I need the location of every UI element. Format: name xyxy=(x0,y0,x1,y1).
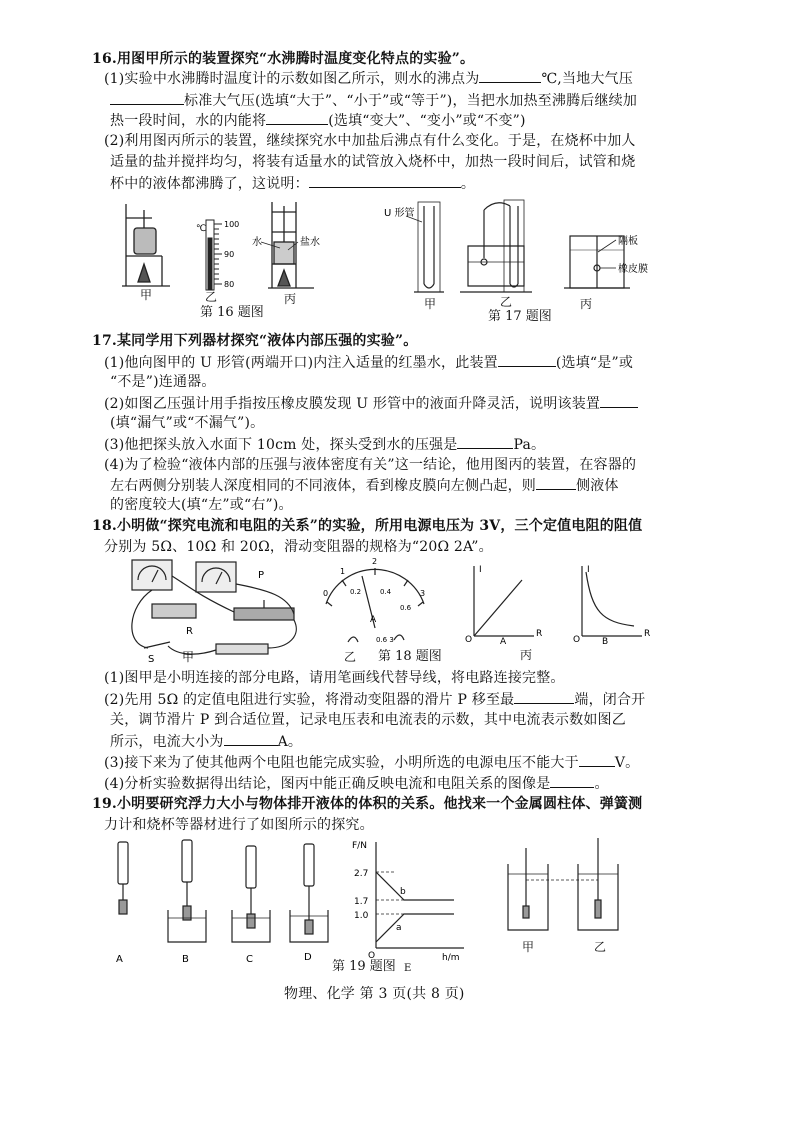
q16-part2-line1: (2)利用图丙所示的装置，继续探究水中加盐后沸点有什么变化。于是，在烧杯中加人 xyxy=(104,133,636,149)
fig18-graph-b-o: O xyxy=(573,635,581,645)
q17-part4-text-b: 左右两侧分别装人深度相同的不同液体，看到橡皮膜向左侧凸起，则 xyxy=(110,478,536,494)
fig18-label-s: S xyxy=(148,654,155,664)
fig18-terminals: 0.6 3 xyxy=(376,636,394,644)
q18-part2-text-a: (2)先用 5Ω 的定值电阻进行实验，将滑动变阻器的滑片 P 移至最 xyxy=(104,692,515,708)
q18-slider-end-blank[interactable] xyxy=(514,689,574,704)
q16-stem: 16.用图甲所示的装置探究“水沸腾时温度变化特点的实验”。 xyxy=(92,51,475,67)
q18-part2-text-e: A。 xyxy=(277,734,303,750)
fig18-graph-b xyxy=(582,566,642,636)
q16-part2-text-b: 。 xyxy=(460,176,476,192)
fig16-scale-100: 100 xyxy=(224,220,240,229)
q18-part3-text-b: V。 xyxy=(614,755,640,771)
fig18-graph-a-o: O xyxy=(465,635,473,645)
fig19-value-10: 1.0 xyxy=(354,911,369,921)
fig18-label-p: P xyxy=(258,570,265,581)
figure-18 xyxy=(118,556,658,664)
fig18-graph-b-label: B xyxy=(602,637,609,647)
q18-part4-line xyxy=(104,773,609,794)
fig19-beaker-jia xyxy=(508,848,548,930)
fig18-label-bing: 丙 xyxy=(520,648,533,662)
fig19-origin: O xyxy=(368,951,376,961)
fig16-saltwater-label: 盐水 xyxy=(300,237,320,248)
fig18-dial-2: 2 xyxy=(372,557,378,566)
q16-conclusion-blank[interactable] xyxy=(309,173,461,188)
fig19-axis-f: F/N xyxy=(352,841,367,851)
q17-part3-text-b: Pa。 xyxy=(513,437,546,453)
fig18-label-jia: 甲 xyxy=(182,650,195,664)
q17-part3-line xyxy=(104,434,545,455)
q17-leak-blank[interactable] xyxy=(600,393,638,408)
fig19-scale-c xyxy=(232,846,270,942)
fig19-label-a: A xyxy=(116,954,123,965)
fig18-dial-1: 1 xyxy=(340,567,346,576)
q17-part3-text-a: (3)他把探头放入水面下 10cm 处，探头受到水的压强是 xyxy=(104,437,458,453)
fig17-membrane-label: 橡皮膜 xyxy=(618,264,648,275)
fig19-curve-a: a xyxy=(396,923,402,933)
fig16-scale-90: 90 xyxy=(224,250,235,259)
fig16-apparatus-jia xyxy=(122,204,170,286)
fig18-dial-3: 3 xyxy=(420,589,426,598)
fig19-graph-e xyxy=(376,842,464,948)
fig16-scale-80: 80 xyxy=(224,280,235,289)
q18-voltage-blank[interactable] xyxy=(579,752,615,767)
q17-part2-line2: (填“漏气”或“不漏气”)。 xyxy=(110,415,265,431)
fig18-graph-b-i: I xyxy=(587,565,590,575)
fig16-caption: 第 16 题图 xyxy=(200,305,264,320)
fig17-label-yi: 乙 xyxy=(500,295,513,309)
q16-part1-text-a: (1)实验中水沸腾时温度计的示数如图乙所示，则水的沸点为 xyxy=(104,71,480,87)
q16-part1-text-b: ℃,当地大气压 xyxy=(541,71,633,87)
q17-stem: 17.某同学用下列器材探究“液体内部压强的实验”。 xyxy=(92,333,418,349)
q16-part1-line2 xyxy=(110,90,637,111)
q18-stem-line1: 18.小明做“探究电流和电阻的关系”的实验，所用电源电压为 3V，三个定值电阻的阻值 xyxy=(92,518,643,534)
fig18-circuit-jia xyxy=(132,560,296,654)
fig18-dial-04: 0.4 xyxy=(380,588,392,596)
q18-graph-blank[interactable] xyxy=(550,773,594,788)
fig19-value-17: 1.7 xyxy=(354,897,369,907)
fig19-scale-a xyxy=(118,842,128,914)
fig19-scale-d xyxy=(290,844,328,942)
fig17-caption: 第 17 题图 xyxy=(488,309,552,324)
fig16-water-label: 水 xyxy=(252,237,262,248)
fig19-label-yi: 乙 xyxy=(594,940,607,954)
fig19-axis-h: h/m xyxy=(442,953,460,963)
q17-part4-line1: (4)为了检验“液体内部的压强与液体密度有关”这一结论，他用图丙的装置，在容器的 xyxy=(104,457,637,473)
fig18-dial-06: 0.6 xyxy=(400,604,412,612)
q16-part1-line3 xyxy=(110,110,526,131)
q18-part2-text-d: 所示，电流大小为 xyxy=(110,734,224,750)
fig18-graph-a xyxy=(474,566,534,636)
fig18-dial-02: 0.2 xyxy=(350,588,362,596)
figure-16 xyxy=(118,198,328,300)
fig19-curve-b: b xyxy=(400,887,406,897)
q17-connector-blank[interactable] xyxy=(498,352,556,367)
q16-part2-line3 xyxy=(110,173,475,194)
q18-current-blank[interactable] xyxy=(224,731,278,746)
fig19-value-27: 2.7 xyxy=(354,869,369,879)
q17-part2-line1 xyxy=(104,393,638,414)
q18-stem-line2: 分别为 5Ω、10Ω 和 20Ω，滑动变阻器的规格为“20Ω 2A”。 xyxy=(104,539,493,555)
fig19-label-d: D xyxy=(304,952,312,963)
fig18-dial-unit: A xyxy=(370,615,377,625)
fig18-caption: 第 18 题图 xyxy=(378,649,442,664)
q17-part4-line3: 的密度较大(填“左”或“右”)。 xyxy=(110,497,293,513)
q18-part3-text-a: (3)接下来为了使其他两个电阻也能完成实验，小明所选的电源电压不能大于 xyxy=(104,755,579,771)
q16-part1-text-d: 热一段时间，水的内能将 xyxy=(110,113,267,129)
q18-part2-line3 xyxy=(110,731,302,752)
q17-part4-text-c: 侧液体 xyxy=(576,478,619,494)
q16-part1-text-e: (选填“变大”、“变小”或“不变”) xyxy=(328,113,526,129)
q17-part1-text-a: (1)他向图甲的 U 形管(两端开口)内注入适量的红墨水，此装置 xyxy=(104,355,498,371)
fig17-label-jia: 甲 xyxy=(424,297,437,311)
q17-part1-line2: “不是”)连通器。 xyxy=(110,374,216,390)
fig16-unit: ℃ xyxy=(196,224,207,234)
page-footer: 物理、化学 第 3 页(共 8 页) xyxy=(284,986,465,1002)
fig17-gauge-yi xyxy=(460,200,532,292)
fig18-graph-a-label: A xyxy=(500,637,507,647)
fig17-label-bing: 丙 xyxy=(580,297,593,311)
q17-part4-line2 xyxy=(110,475,619,496)
q18-part2-line2: 关，调节滑片 P 到合适位置，记录电压表和电流表的示数，其中电流表示数如图乙 xyxy=(110,712,626,728)
fig18-graph-b-r: R xyxy=(644,629,651,639)
fig19-label-e: E xyxy=(404,963,412,974)
q16-boiling-point-blank[interactable] xyxy=(479,68,541,83)
fig18-label-yi: 乙 xyxy=(344,650,357,664)
q17-part1-line1 xyxy=(104,352,633,373)
fig17-utube-label: U 形管 xyxy=(384,208,415,219)
fig16-label-bing: 丙 xyxy=(284,292,297,306)
fig18-graph-a-r: R xyxy=(536,629,543,639)
fig17-utube-jia xyxy=(414,202,444,292)
fig18-graph-a-i: I xyxy=(479,565,482,575)
q16-internal-energy-blank[interactable] xyxy=(266,110,328,125)
q18-part2-text-b: 端，闭合开 xyxy=(574,692,646,708)
q19-stem-line1: 19.小明要研究浮力大小与物体排开液体的体积的关系。他找来一个金属圆柱体、弹簧测 xyxy=(92,796,643,812)
figure-17 xyxy=(384,196,674,300)
fig17-divider-label: 隔板 xyxy=(618,236,638,247)
fig19-caption: 第 19 题图 xyxy=(332,959,396,974)
figure-19 xyxy=(104,834,644,968)
q16-part2-text-a: 杯中的液体都沸腾了，这说明： xyxy=(110,176,309,192)
q18-part2-line1 xyxy=(104,689,645,710)
q18-part1: (1)图甲是小明连接的部分电路，请用笔画线代替导线，将电路连接完整。 xyxy=(104,670,565,686)
q18-part4-text-a: (4)分析实验数据得出结论，图丙中能正确反映电流和电阻关系的图像是 xyxy=(104,776,551,792)
q17-side-blank[interactable] xyxy=(536,475,576,490)
q17-pressure-blank[interactable] xyxy=(457,434,513,449)
q16-part2-line2: 适量的盐并搅拌均匀，将装有适量水的试管放入烧杯中，加热一段时间后，试管和烧 xyxy=(110,154,636,170)
q18-part3-line xyxy=(104,752,639,773)
q19-stem-line2: 力计和烧杯等器材进行了如图所示的探究。 xyxy=(104,817,374,833)
fig19-beaker-yi xyxy=(578,838,618,930)
fig18-dial-0: 0 xyxy=(323,589,329,598)
q17-part1-text-b: (选填“是”或 xyxy=(555,355,634,371)
fig19-label-c: C xyxy=(246,954,253,965)
q16-pressure-blank[interactable] xyxy=(110,90,184,105)
fig19-label-b: B xyxy=(182,954,189,965)
q16-part1-line1 xyxy=(104,68,633,89)
fig19-label-jia: 甲 xyxy=(522,940,535,954)
fig18-label-r: R xyxy=(186,626,193,637)
q16-part1-text-c: 标准大气压(选填“大于”、“小于”或“等于”)，当把水加热至沸腾后继续加 xyxy=(184,93,638,109)
q18-part4-text-b: 。 xyxy=(594,776,609,792)
fig16-label-yi: 乙 xyxy=(205,290,218,304)
q17-part2-text-a: (2)如图乙压强计用手指按压橡皮膜发现 U 形管中的液面升降灵活，说明该装置 xyxy=(104,396,601,412)
fig16-thermometer-scale xyxy=(206,220,222,290)
fig19-scale-b xyxy=(168,840,206,942)
fig16-label-jia: 甲 xyxy=(140,288,153,302)
